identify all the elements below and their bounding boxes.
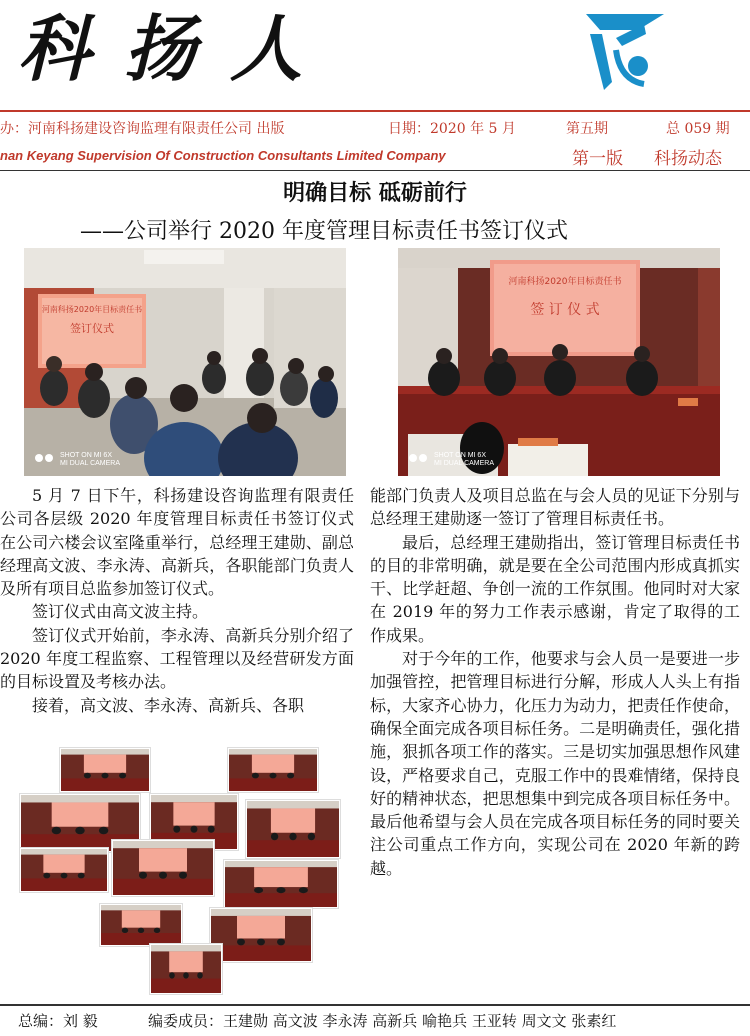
section-text: 科扬动态 bbox=[654, 149, 722, 169]
article-title: 明确目标 砥砺前行 bbox=[283, 181, 467, 206]
meeting-photo-right bbox=[398, 248, 720, 476]
paragraph-4-cont: 能部门负责人及项目总监在与会人员的见证下分别与总经理王建勋逐一签订了管理目标责任书。 bbox=[370, 486, 740, 529]
paragraph-2: 签订仪式由高文波主持。 bbox=[32, 602, 209, 622]
article-column-right bbox=[370, 484, 740, 880]
issue-text: 第五期 bbox=[566, 121, 608, 137]
paragraph-1: 5 月 7 日下午，科扬建设咨询监理有限责任公司各层级 2020 年度管理目标责任书签订仪式在公司六楼会议室隆重举行，总经理王建勋、副总经理高文波、李永涛、高新兵，各职能部门负责人及所有项目总监参加签订仪式。 bbox=[0, 486, 354, 599]
collage-photo bbox=[20, 848, 108, 892]
camera-watermark-left bbox=[34, 452, 120, 468]
header-info bbox=[0, 118, 750, 140]
camera-line2: MI DUAL CAMERA bbox=[434, 460, 495, 467]
collage-photo bbox=[60, 748, 150, 792]
footer bbox=[0, 1010, 750, 1034]
collage-photo bbox=[100, 904, 182, 946]
header-english bbox=[0, 146, 750, 168]
paragraph-3: 签订仪式开始前，李永涛、高新兵分别介绍了 2020 年度工程监察、工程管理以及经营研发方面的目标设置及考核办法。 bbox=[0, 625, 354, 692]
collage-photo bbox=[112, 840, 214, 896]
camera-line2: MI DUAL CAMERA bbox=[60, 460, 121, 467]
footer-rule bbox=[0, 1004, 750, 1006]
masthead-title: 科扬人 bbox=[18, 6, 337, 91]
camera-line1: SHOT ON MI 6X bbox=[60, 452, 112, 459]
meeting-photo-left bbox=[24, 248, 346, 476]
company-logo bbox=[586, 10, 666, 90]
banner-line2: 签 订 仪 式 bbox=[530, 302, 600, 318]
total-issue-text: 总 059 期 bbox=[666, 121, 730, 137]
collage-photo bbox=[210, 908, 312, 962]
article-column-left bbox=[0, 484, 354, 717]
sponsor-text: 办：河南科扬建设咨询监理有限责任公司 出版 bbox=[0, 121, 285, 137]
banner-line1: 河南科扬2020年目标责任书 bbox=[508, 277, 622, 287]
collage-photo bbox=[150, 944, 222, 994]
collage-photo bbox=[246, 800, 340, 858]
header-rule-top bbox=[0, 110, 750, 112]
paragraph-4: 接着，高文波、李永涛、高新兵、各职 bbox=[32, 695, 305, 715]
camera-line1: SHOT ON MI 6X bbox=[434, 452, 486, 459]
collage-photo bbox=[224, 860, 338, 908]
paragraph-5: 最后，总经理王建勋指出，签订管理目标责任书的目的非常明确，就是要在全公司范围内形成真抓实干、比学赶超、争创一流的工作氛围。他同时对大家在 2019 年的努力工作表示感谢，肯定了取得的工作成果。 bbox=[370, 532, 740, 645]
paragraph-6: 对于今年的工作，他要求与会人员一是要进一步加强管控，把管理目标进行分解，形成人人头上有指标，大家齐心协力，化压力为动力，把责任作使命，确保全面完成各项目标任务。二是明确责任，强化措施，狠抓各项工作的落实。三是切实加强思想作风建设，严格要求自己，克服工作中的畏难情绪，保持良好的精神状态，把思想集中到完成各项目标任务中。最后他希望与会人员在完成各项目标任务的同时要关注公司重点工作方向，实现公司在 2020 年新的跨越。 bbox=[370, 649, 740, 878]
banner-line1: 河南科扬2020年目标责任书 bbox=[41, 305, 143, 314]
company-english-name: nan Keyang Supervision Of Construction Consultants Limited Company bbox=[0, 148, 446, 163]
camera-watermark-right bbox=[408, 452, 494, 468]
editor-in-chief: 总编：刘 毅 bbox=[18, 1012, 98, 1030]
editorial-committee: 编委成员：王建勋 高文波 李永涛 高新兵 喻艳兵 王亚转 周文文 张素红 bbox=[148, 1012, 617, 1030]
date-text: 日期：2020 年 5 月 bbox=[388, 121, 516, 137]
header-rule-bottom bbox=[0, 170, 750, 171]
banner-line2: 签订仪式 bbox=[70, 322, 114, 335]
collage-photo bbox=[228, 748, 318, 792]
photo-collage bbox=[20, 748, 340, 1000]
article-subtitle: ——公司举行 2020 年度管理目标责任书签订仪式 bbox=[80, 219, 568, 244]
edition-text: 第一版 bbox=[572, 149, 623, 169]
